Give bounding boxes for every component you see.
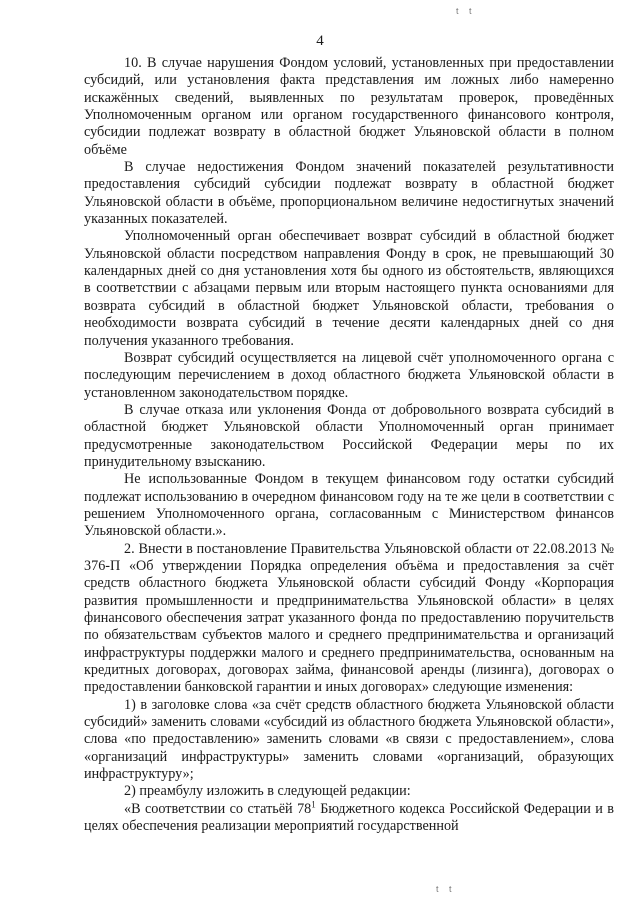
paragraph-refund-account: Возврат субсидий осуществляется на лицевой счёт уполномоченного органа с последующим перечислением в доход областного бюджета Ульяновской области в установленном законодательством порядке.	[84, 349, 614, 401]
scan-mark-top: t t	[456, 6, 476, 16]
document-body	[84, 55, 614, 835]
paragraph-amendment-2: 2. Внести в постановление Правительства Ульяновской области от 22.08.2013 № 376-П «Об утверждении Порядка определения объёма и предоставления за счёт средств областного бюджета Ульяновской области субсидий Фонду «Корпорация развития промышленности и предпринимательства Ульяновской области» в целях финансового обеспечения затрат указанного фонда по предоставлению поручительств по обязательствам субъектов малого и среднего предпринимательства и организаций инфраструктуры поддержки малого и среднего предпринимательства, основанным на кредитных договорах, договорах займа, финансовой аренды (лизинга), договорах о предоставлении банковской гарантии и иных договорах» следующие изменения:	[84, 540, 614, 696]
paragraph-preamble	[84, 801, 614, 836]
paragraph-item-2: 2) преамбулу изложить в следующей редакции:	[124, 783, 411, 800]
paragraph-unused-balances: Не использованные Фондом в текущем финансовом году остатки субсидий подлежат использованию в очередном финансовом году на те же цели в соответствии с решением Уполномоченного органа, согласованным с Министерством финансов Ульяновской области.».	[84, 471, 614, 540]
paragraph-10: 10. В случае нарушения Фондом условий, установленных при предоставлении субсидий, или установления факта представления им ложных либо намеренно искажённых сведений, выявленных по результатам проверок, проведённых Уполномоченным органом или органом государственного финансового контроля, субсидии подлежат возврату в областной бюджет Ульяновской области в полном объёме	[84, 55, 614, 158]
paragraph-underachievement: В случае недостижения Фондом значений показателей результативности предоставления субсидий субсидии подлежат возврату в областной бюджет Ульяновской области в объёме, пропорциональном величине недостигнутых значений указанных показателей.	[84, 159, 614, 228]
paragraph-refusal: В случае отказа или уклонения Фонда от добровольного возврата субсидий в областной бюджет Ульяновской области Уполномоченный орган принимает предусмотренные законодательством Российской Федерации меры по их принудительному взысканию.	[84, 401, 614, 470]
paragraph-refund-demand: Уполномоченный орган обеспечивает возврат субсидий в областной бюджет Ульяновской области посредством направления Фонду в срок, не превышающий 30 календарных дней со дня установления хотя бы одного из обстоятельств, являющихся в соответствии с абзацами первым или вторым настоящего пункта основаниями для возврата субсидий в областной бюджет Ульяновской области, требования о необходимости возврата субсидий в течение десяти календарных дней со дня получения указанного требования.	[84, 228, 614, 349]
scan-mark-bottom: t t	[436, 884, 456, 894]
article-superscript: 1	[311, 799, 316, 810]
page-number: 4	[316, 33, 324, 49]
preamble-text-start: «В соответствии со статьёй 78	[124, 800, 312, 817]
preamble-text-end: Бюджетного кодекса Российской Федерации и в целях обеспечения реализации мероприятий государственной	[84, 800, 614, 835]
paragraph-item-1: 1) в заголовке слова «за счёт средств областного бюджета Ульяновской области субсидий» заменить словами «субсидий из областного бюджета Ульяновской области», слова «по предоставлению» заменить словами «в связи с предоставлением», слова «организаций инфраструктуры» заменить словами «организаций, образующих инфраструктуру»;	[84, 696, 614, 783]
